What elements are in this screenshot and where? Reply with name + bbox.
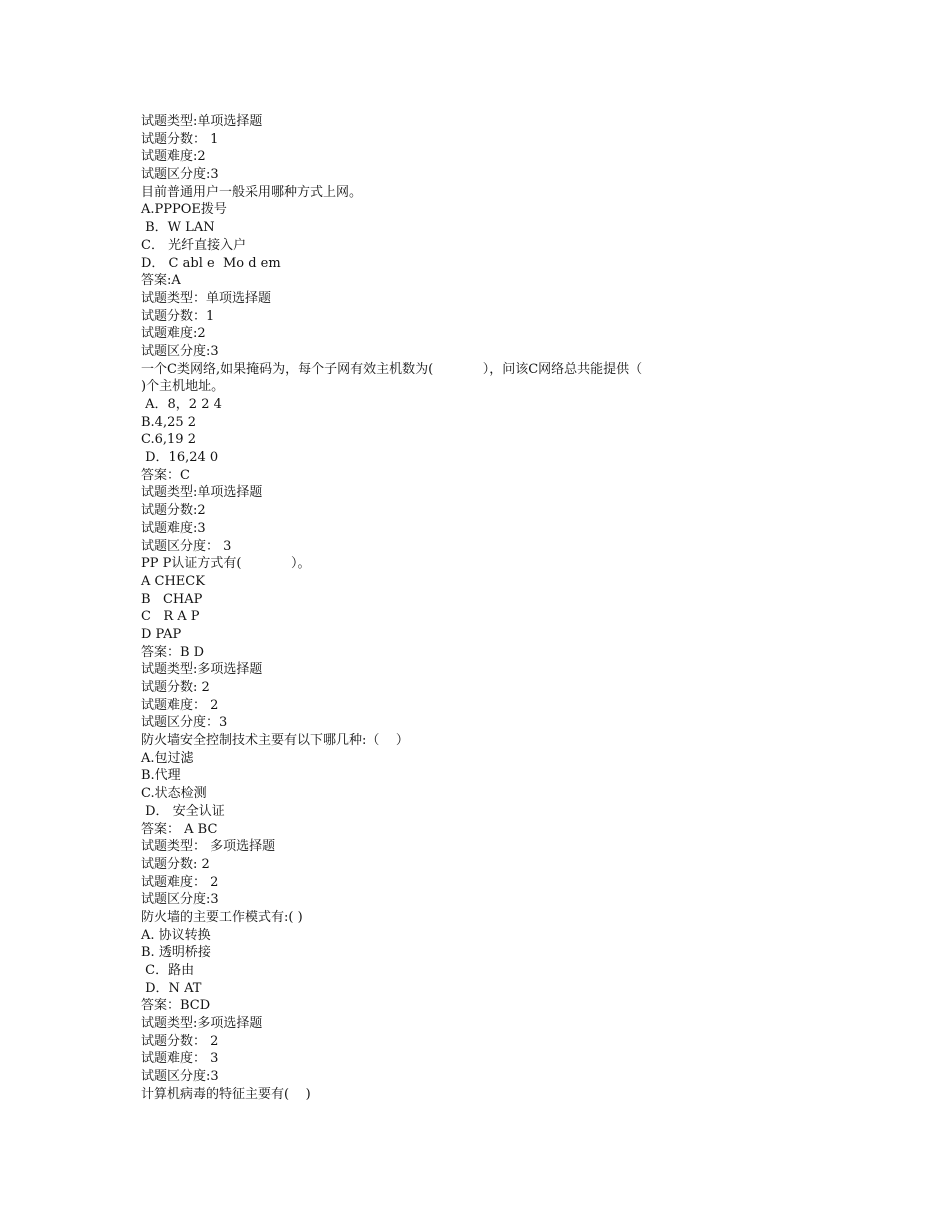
line-answer: 答案：B D: [141, 644, 205, 660]
line-option-c: C．路由: [141, 963, 195, 978]
line-option-c: C． 光纤直接入户: [141, 237, 247, 253]
line-question-score: 试题分数: 2: [141, 680, 210, 695]
line-option-a: A.PPPOE拨号: [141, 202, 227, 218]
document-body: [141, 113, 821, 1104]
line-question-difficulty: 试题难度： 3: [141, 1051, 219, 1067]
line-question-difficulty: 试题难度： 2: [141, 874, 219, 890]
line-option-c: C.状态检测: [141, 786, 207, 802]
line-option-d: D． 安全认证: [141, 803, 225, 819]
line-question-stem: 计算机病毒的特征主要有( ): [141, 1086, 311, 1102]
line-question-score: 试题分数: 2: [141, 856, 210, 872]
line-option-d: D PAP: [141, 626, 182, 642]
line-option-a: A．8，2 2 4: [141, 397, 222, 412]
line-question-stem: 目前普通用户一般采用哪种方式上网。: [141, 184, 363, 200]
line-option-a: A CHECK: [141, 573, 205, 589]
line-question-type: 试题类型： 多项选择题: [141, 839, 276, 855]
line-question-difficulty: 试题难度： 2: [141, 697, 219, 713]
line-answer: 答案:A: [141, 273, 181, 289]
line-option-b: B.代理: [141, 768, 181, 784]
line-answer: 答案：C: [141, 467, 190, 483]
line-question-score: 试题分数： 1: [141, 131, 219, 147]
line-question-discrimination: 试题区分度:3: [141, 343, 219, 359]
line-question-type: 试题类型:多项选择题: [141, 662, 263, 678]
line-question-stem-continued: )个主机地址。: [141, 379, 225, 395]
line-question-discrimination: 试题区分度:3: [141, 1069, 219, 1085]
line-answer: 答案： A BC: [141, 821, 218, 837]
line-question-score: 试题分数:2: [141, 503, 206, 519]
line-question-discrimination: 试题区分度:3: [141, 167, 219, 183]
line-question-type: 试题类型:多项选择题: [141, 1016, 263, 1032]
line-question-stem: 一个C类网络,如果掩码为，每个子网有效主机数为( ），问该C网络总共能提供（: [141, 361, 643, 377]
line-option-b: B．W LAN: [141, 220, 215, 236]
line-option-c: C R A P: [141, 609, 200, 625]
line-option-d: D．16,24 0: [141, 450, 219, 466]
line-option-a: A. 协议转换: [141, 927, 211, 943]
line-option-b: B.4,25 2: [141, 414, 197, 430]
line-answer: 答案：BCD: [141, 998, 211, 1014]
line-option-b: B CHAP: [141, 591, 203, 607]
line-question-stem: 防火墙的主要工作模式有:( ): [141, 909, 303, 925]
line-question-stem: PP P认证方式有( ）。: [141, 556, 311, 572]
line-question-discrimination: 试题区分度： 3: [141, 538, 232, 554]
line-question-discrimination: 试题区分度：3: [141, 715, 228, 731]
line-question-stem: 防火墙安全控制技术主要有以下哪几种:（ ）: [141, 733, 409, 749]
line-question-difficulty: 试题难度:2: [141, 326, 206, 342]
line-question-type: 试题类型:单项选择题: [141, 485, 263, 501]
line-question-difficulty: 试题难度:3: [141, 520, 206, 536]
line-question-score: 试题分数： 2: [141, 1033, 219, 1049]
line-question-score: 试题分数：1: [141, 308, 215, 324]
line-option-a: A.包过滤: [141, 750, 194, 766]
line-question-type: 试题类型：单项选择题: [141, 290, 272, 306]
line-option-d: D．N AT: [141, 980, 202, 996]
line-option-c: C.6,19 2: [141, 432, 196, 448]
line-option-b: B. 透明桥接: [141, 945, 211, 961]
line-option-d: D． C abl e Mo d em: [141, 255, 281, 271]
line-question-difficulty: 试题难度:2: [141, 149, 206, 165]
line-question-discrimination: 试题区分度:3: [141, 892, 219, 908]
line-question-type: 试题类型:单项选择题: [141, 114, 263, 129]
